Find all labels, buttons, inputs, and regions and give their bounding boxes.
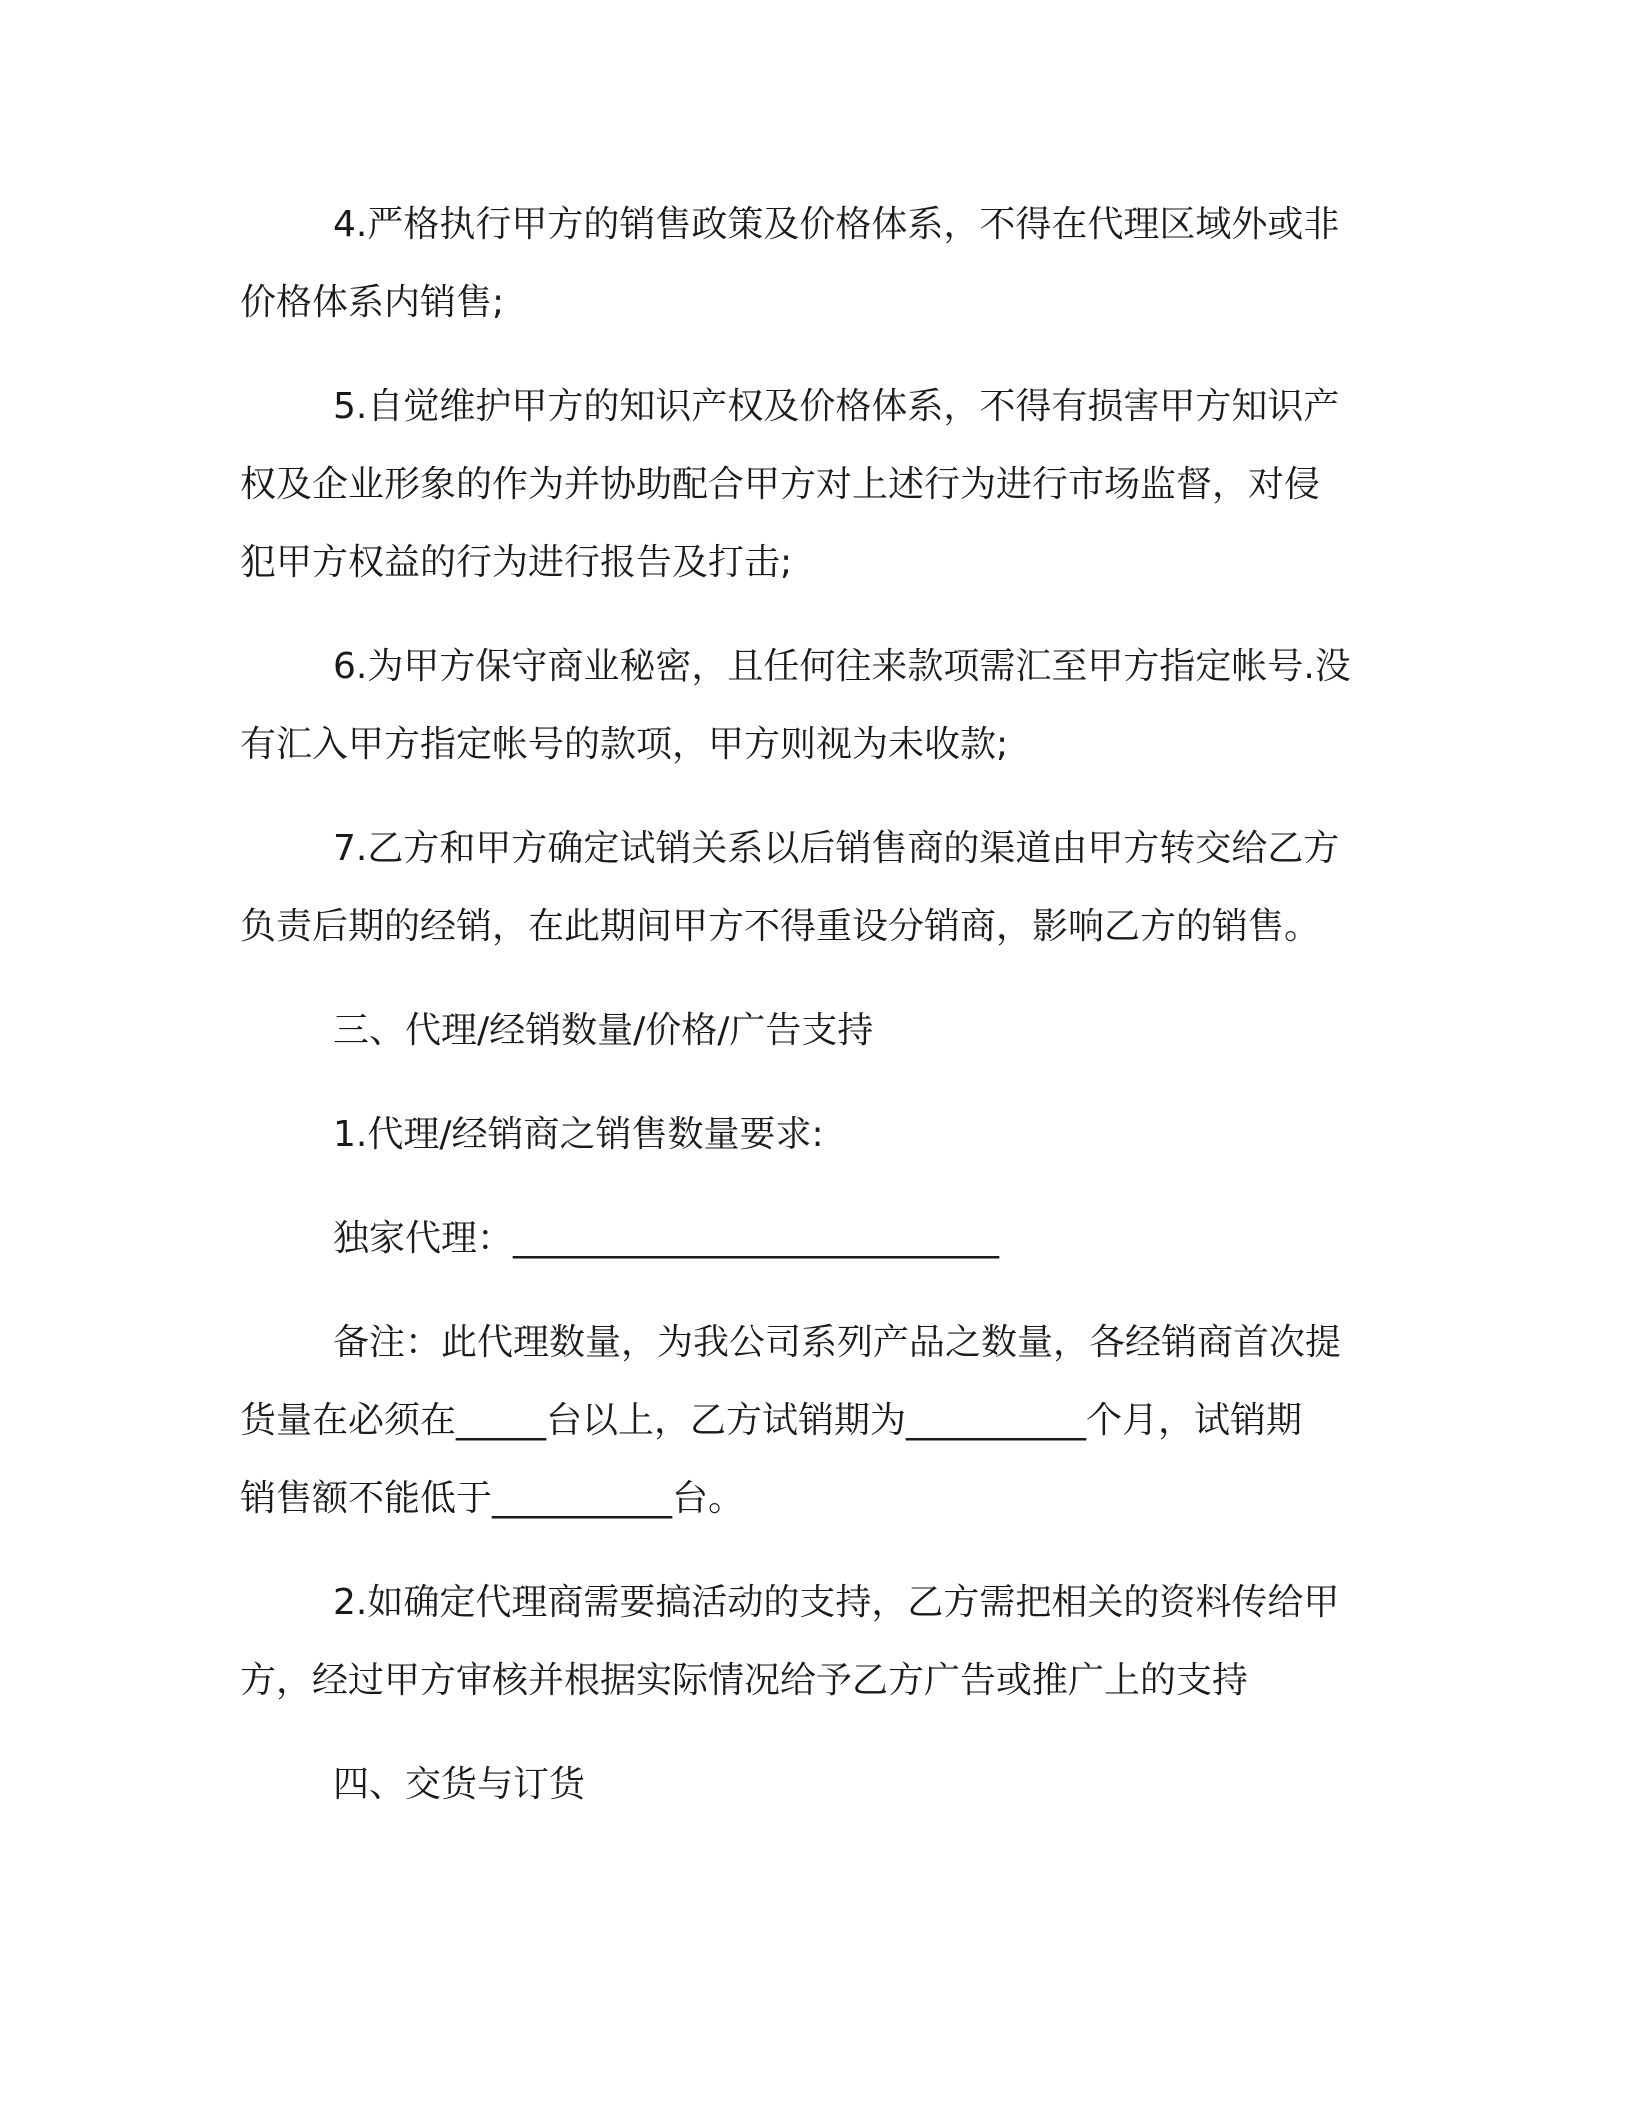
exclusive-agent-text: 独家代理：___________________________: [333, 1218, 1000, 1259]
clause-6: [240, 628, 1390, 784]
clause-5-line-2: 权及企业形象的作为并协助配合甲方对上述行为进行市场监督，对侵: [240, 464, 1321, 505]
clause-7: [240, 810, 1390, 966]
section-3-heading: [240, 992, 1390, 1070]
clause-2-support-line-2: 方，经过甲方审核并根据实际情况给予乙方广告或推广上的支持: [240, 1660, 1249, 1701]
clause-2-support-line-1: 2.如确定代理商需要搞活动的支持，乙方需把相关的资料传给甲: [333, 1582, 1340, 1623]
clause-6-line-1: 6.为甲方保守商业秘密，且任何往来款项需汇至甲方指定帐号.没: [333, 646, 1351, 687]
clause-4: [240, 186, 1390, 342]
quantity-requirement-text: 1.代理/经销商之销售数量要求:: [333, 1114, 824, 1155]
clause-5: [240, 368, 1390, 602]
clause-2-support: [240, 1564, 1390, 1720]
section-4-heading-text: 四、交货与订货: [333, 1764, 586, 1805]
exclusive-agent-line: [240, 1200, 1390, 1278]
remark-line-2: 货量在必须在_____台以上，乙方试销期为__________个月，试销期: [240, 1400, 1303, 1441]
remark: [240, 1304, 1390, 1538]
section-4-heading: [240, 1746, 1390, 1824]
clause-5-line-3: 犯甲方权益的行为进行报告及打击;: [240, 542, 793, 583]
section-3-heading-text: 三、代理/经销数量/价格/广告支持: [333, 1010, 874, 1051]
clause-7-line-2: 负责后期的经销，在此期间甲方不得重设分销商，影响乙方的销售。: [240, 906, 1321, 947]
clause-4-line-2: 价格体系内销售;: [240, 282, 505, 323]
clause-6-line-2: 有汇入甲方指定帐号的款项，甲方则视为未收款;: [240, 724, 1009, 765]
document-body: [240, 186, 1390, 1850]
remark-line-1: 备注：此代理数量，为我公司系列产品之数量，各经销商首次提: [333, 1322, 1342, 1363]
clause-7-line-1: 7.乙方和甲方确定试销关系以后销售商的渠道由甲方转交给乙方: [333, 828, 1340, 869]
clause-5-line-1: 5.自觉维护甲方的知识产权及价格体系，不得有损害甲方知识产: [333, 386, 1340, 427]
remark-line-3: 销售额不能低于__________台。: [240, 1478, 745, 1519]
quantity-requirement: [240, 1096, 1390, 1174]
clause-4-line-1: 4.严格执行甲方的销售政策及价格体系，不得在代理区域外或非: [333, 204, 1340, 245]
